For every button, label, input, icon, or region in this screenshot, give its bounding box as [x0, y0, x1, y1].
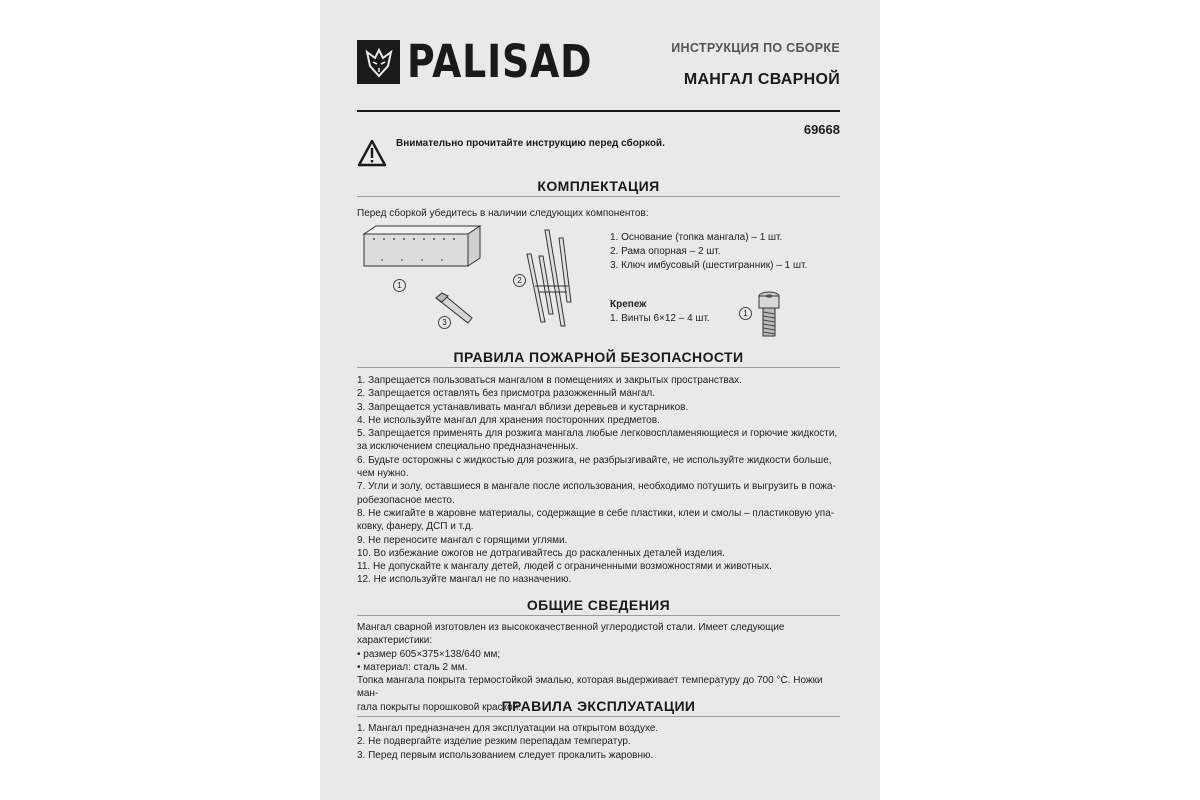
list-item: гала покрыты порошковой краской. — [357, 701, 522, 713]
list-item: 12. Не используйте мангал не по назначению. — [357, 574, 572, 586]
warning-text: Внимательно прочитайте инструкцию перед сборкой. — [396, 138, 665, 149]
support-frame-illustration — [525, 226, 585, 330]
section-heading-general: ОБЩИЕ СВЕДЕНИЯ — [357, 597, 840, 616]
kit-item-3: 3. Ключ имбусовый (шестигранник) – 1 шт. — [610, 260, 808, 271]
grill-base-illustration — [362, 224, 482, 272]
list-item: чем нужно. — [357, 468, 409, 480]
warning-triangle-icon — [357, 139, 387, 167]
kit-item-2: 2. Рама опорная – 2 шт. — [610, 246, 721, 257]
fasteners-title: Крепеж — [610, 299, 647, 310]
document-type: ИНСТРУКЦИЯ ПО СБОРКЕ — [671, 41, 840, 55]
fastener-item-1: 1. Винты 6×12 – 4 шт. — [610, 313, 710, 324]
list-item: 3. Перед первым использованием следует прокалить жаровню. — [357, 749, 654, 761]
list-item: 6. Будьте осторожны с жидкостью для розжига, не разбрызгивайте, не используйте жидкости больше, — [357, 454, 832, 466]
list-item: 2. Запрещается оставлять без присмотра разожженный мангал. — [357, 388, 656, 400]
list-item: • размер 605×375×138/640 мм; — [357, 648, 501, 660]
kit-item-1: 1. Основание (топка мангала) – 1 шт. — [610, 232, 783, 243]
kit-intro: Перед сборкой убедитесь в наличии следующих компонентов: — [357, 208, 649, 219]
list-item: 9. Не переносите мангал с горящими углями. — [357, 534, 568, 546]
list-item: 1. Запрещается пользоваться мангалом в помещениях и закрытых пространствах. — [357, 375, 742, 386]
list-item: робезопасное место. — [357, 494, 455, 506]
section-heading-kit: КОМПЛЕКТАЦИЯ — [357, 178, 840, 197]
callout-3: 3 — [438, 316, 451, 329]
product-title: МАНГАЛ СВАРНОЙ — [683, 71, 840, 88]
section-heading-usage: ПРАВИЛА ЭКСПЛУАТАЦИИ — [357, 698, 840, 717]
article-number: 69668 — [803, 122, 840, 137]
screw-illustration — [757, 290, 781, 340]
brand-logo — [357, 35, 628, 88]
list-item: 11. Не допускайте к мангалу детей, людей с ограниченными возможностями и животных. — [357, 561, 772, 573]
list-item: Топка мангала покрыта термостойкой эмалью, которая выдерживает температуру до 700 °С. Ножки ман- — [357, 675, 823, 700]
list-item: Мангал сварной изготовлен из высококачественной углеродистой стали. Имеет следующие характеристики: — [357, 622, 785, 647]
list-item: 10. Во избежание ожогов не дотрагивайтесь до раскаленных деталей изделия. — [357, 547, 725, 559]
usage-rules — [357, 722, 840, 762]
callout-2: 2 — [513, 274, 526, 287]
list-item: 4. Не используйте мангал для хранения посторонних предметов. — [357, 414, 660, 426]
list-item: 7. Угли и золу, оставшиеся в мангале после использования, необходимо потушить и выгрузить в пожа- — [357, 481, 836, 493]
brand-name: PALISAD — [407, 35, 593, 88]
callout-screw: 1 — [739, 307, 752, 320]
list-item: 2. Не подвергайте изделие резким перепадам температур. — [357, 736, 631, 748]
list-item: 5. Запрещается применять для розжига мангала любые легковоспламеняющиеся и горючие жидкости, — [357, 428, 838, 440]
list-item: 8. Не сжигайте в жаровне материалы, содержащие в себе пластики, клеи и смолы – пластиковую упа- — [357, 507, 835, 519]
list-item: ковку, фанеру, ДСП и т.д. — [357, 521, 474, 533]
list-item: • материал: сталь 2 мм. — [357, 661, 468, 673]
header-divider — [357, 110, 840, 112]
list-item: 1. Мангал предназначен для эксплуатации на открытом воздухе. — [357, 723, 659, 734]
list-item: за исключением специально предназначенных. — [357, 441, 579, 453]
list-item: 3. Запрещается устанавливать мангал вблизи деревьев и кустарников. — [357, 401, 689, 413]
instruction-sheet — [320, 0, 880, 800]
fire-safety-rules — [357, 374, 840, 587]
section-heading-fire-safety: ПРАВИЛА ПОЖАРНОЙ БЕЗОПАСНОСТИ — [357, 349, 840, 368]
callout-1: 1 — [393, 279, 406, 292]
fox-emblem-icon — [357, 40, 400, 84]
